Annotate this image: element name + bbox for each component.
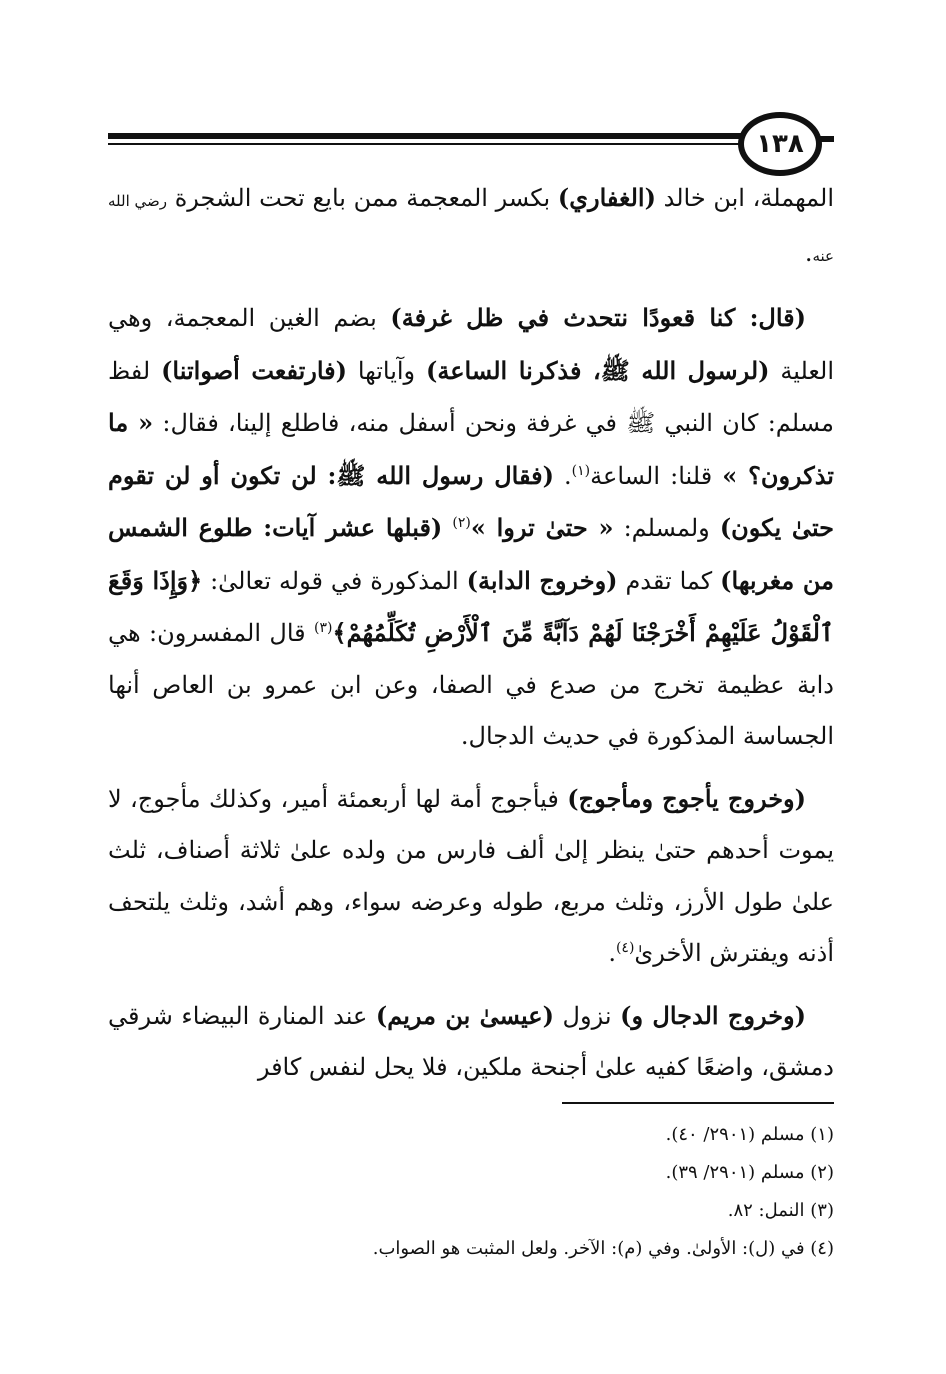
text-run: وآياتها bbox=[347, 356, 426, 385]
footnote-ref: (٤) bbox=[615, 940, 635, 956]
text-run: قلنا: الساعة bbox=[590, 461, 723, 490]
text-run: عند المنارة البيضاء شرقي دمشق، واضعًا كفيه علىٰ أجنحة ملكين، فلا يحل لنفس كافر bbox=[108, 1001, 834, 1081]
paragraph bbox=[108, 773, 834, 980]
text-run: كما تقدم bbox=[617, 566, 721, 595]
paragraph bbox=[108, 172, 834, 282]
footnote-item: (٢) مسلم (٢٩٠١/ ٣٩). bbox=[665, 1162, 834, 1183]
bold-phrase: (وخروج يأجوج ومأجوج) bbox=[567, 783, 806, 813]
bold-phrase: (وخروج الدابة) bbox=[466, 565, 618, 595]
bold-phrase: (فقال رسول الله ﷺ: لن تكون أو لن تقوم حتىٰ يكون) bbox=[108, 460, 835, 542]
paragraph bbox=[108, 292, 834, 763]
bold-phrase: (الغفاري) bbox=[557, 183, 656, 212]
bold-phrase: (وخروج الدجال و) bbox=[620, 1000, 806, 1030]
text-run: . bbox=[608, 939, 616, 967]
bold-phrase: (قبلها عشر آيات: طلوع الشمس من مغربها) bbox=[108, 513, 835, 595]
bold-phrase: « حتىٰ تروا » bbox=[470, 513, 614, 542]
text-run: المذكورة في قوله تعالىٰ: bbox=[202, 566, 467, 595]
text-run: بكسر المعجمة ممن بايع تحت الشجرة bbox=[167, 184, 558, 212]
bold-phrase: ﴿وَإِذَا وَقَعَ ٱلْقَوْلُ عَلَيْهِمْ أَخْرَجْنَا لَهُمْ دَآبَّةً مِّنَ ٱلْأَرْضِ تُكَلِّمُهُمْ﴾ bbox=[108, 565, 834, 647]
bold-phrase: « ما تذكرون؟ » bbox=[108, 408, 834, 490]
paragraph bbox=[108, 990, 834, 1094]
bold-phrase: (فارتفعت أصواتنا) bbox=[161, 355, 348, 385]
footnote-item: (٤) في (ل): الأولىٰ. وفي (م): الآخر. ولعل المثبت هو الصواب. bbox=[372, 1238, 834, 1259]
footnote-item: (٣) النمل: ٨٢. bbox=[727, 1200, 834, 1221]
page-number: ١٣٨ bbox=[756, 129, 804, 159]
text-run bbox=[442, 514, 452, 542]
page-number-badge bbox=[738, 112, 822, 176]
text-run: . bbox=[804, 238, 813, 267]
text-run: فيأجوج أمة لها أربعمئة أمير، وكذلك مأجوج، لا يموت أحدهم حتىٰ ينظر إلىٰ ألف فارس من ولده علىٰ ثلاثة أصناف، ثلث علىٰ طول الأرز، وثلث مربع، طوله وعرضه سواء، وهم أشد، وثلث يلتحف أذنه ويفترش الأخرىٰ bbox=[108, 784, 834, 967]
footnote-ref: (١) bbox=[571, 462, 591, 479]
footnote-item: (١) مسلم (٢٩٠١/ ٤٠). bbox=[665, 1124, 834, 1145]
footnote-separator bbox=[562, 1102, 834, 1104]
main-text bbox=[108, 172, 834, 1104]
bold-phrase: (لرسول الله ﷺ، فذكرنا الساعة) bbox=[425, 355, 770, 385]
text-run: ولمسلم: bbox=[613, 514, 720, 542]
bold-phrase: (عيسىٰ بن مريم) bbox=[375, 1000, 554, 1030]
text-run: . bbox=[553, 461, 572, 490]
bold-phrase: (قال: كنا قعودًا نتحدث في ظل غرفة) bbox=[390, 303, 807, 332]
text-run: المهملة، ابن خالد bbox=[655, 184, 834, 212]
footnotes bbox=[108, 1116, 834, 1268]
text-run: لفظ مسلم: كان النبي ﷺ في غرفة ونحن أسفل منه، فاطلع إلينا، فقال: bbox=[108, 356, 834, 437]
text-run: بضم الغين المعجمة، وهي العلية bbox=[108, 304, 834, 385]
header-rule-thick bbox=[108, 133, 748, 139]
text-run: نزول bbox=[553, 1001, 621, 1030]
footnote-ref: (٣) bbox=[314, 620, 333, 636]
header-rule-thin bbox=[108, 143, 748, 145]
text-run: قال المفسرون: هي دابة عظيمة تخرج من صدع في الصفا، وعن ابن عمرو بن العاص أنها الجساسة المذكورة في حديث الدجال. bbox=[108, 619, 834, 750]
footnote-ref: (٢) bbox=[452, 515, 471, 531]
text-run: رضي الله عنه bbox=[108, 192, 834, 265]
